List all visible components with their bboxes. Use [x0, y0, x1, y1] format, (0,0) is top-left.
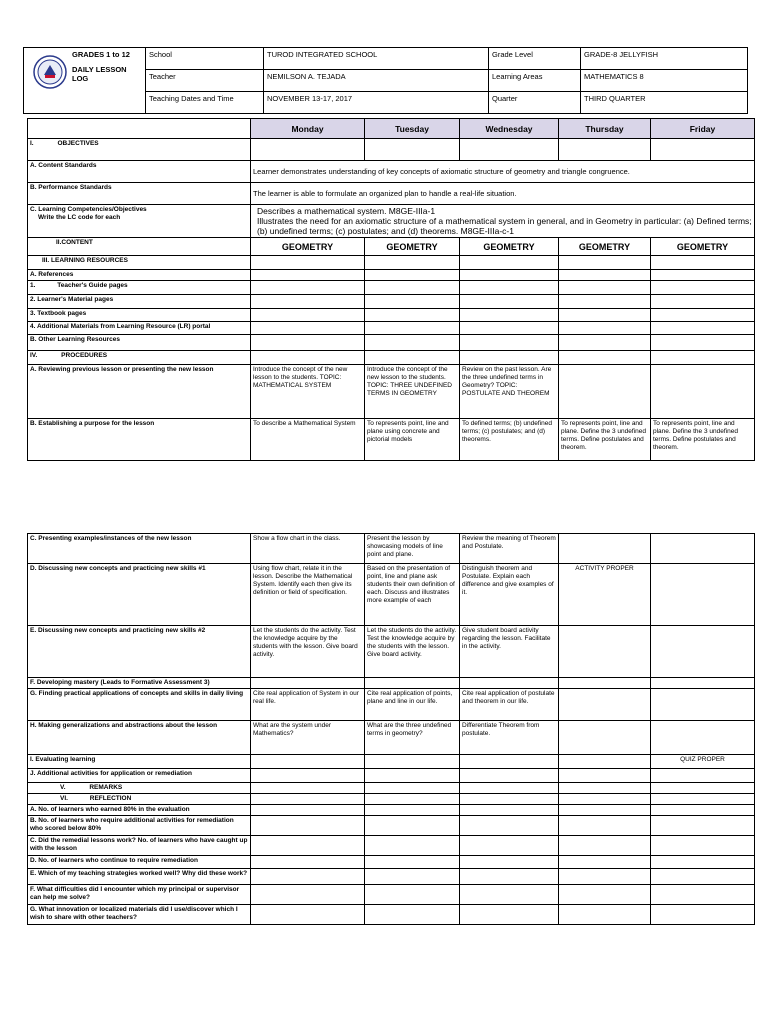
- purpose-label: B. Establishing a purpose for the lesson: [28, 419, 251, 461]
- teacher-label: Teacher: [146, 70, 264, 92]
- geometry-tuesday: GEOMETRY: [365, 238, 460, 256]
- geometry-wednesday: GEOMETRY: [460, 238, 559, 256]
- discussing-2-label: E. Discussing new concepts and practicing new skills #2: [28, 626, 251, 678]
- reflection-f-label: F. What difficulties did I encounter which my principal or supervisor can help me solve?: [28, 885, 251, 905]
- dates-value: NOVEMBER 13-17, 2017: [264, 92, 489, 114]
- reflection-heading: VI. REFLECTION: [28, 794, 251, 805]
- reviewing-lesson-label: A. Reviewing previous lesson or presenting the new lesson: [28, 365, 251, 419]
- purpose-friday: To represents point, line and plane. Define the 3 undefined terms. Define postulates and theorem.: [651, 419, 755, 461]
- additional-activities-label: J. Additional activities for application or remediation: [28, 769, 251, 783]
- grades-label: GRADES 1 to 12: [72, 50, 130, 59]
- learning-resources-heading: III. LEARNING RESOURCES: [28, 256, 251, 270]
- content-standards-value: Learner demonstrates understanding of key concepts of axiomatic structure of geometry and triangle congruence.: [251, 161, 755, 183]
- procedures-heading: IV. PROCEDURES: [28, 351, 251, 365]
- review-tuesday: Introduce the concept of the new lesson to the students. TOPIC: THREE UNDEFINED TERMS IN GEOMETRY: [365, 365, 460, 419]
- review-monday: Introduce the concept of the new lesson to the students. TOPIC: MATHEMATICAL SYSTEM: [251, 365, 365, 419]
- reflection-a-label: A. No. of learners who earned 80% in the evaluation: [28, 805, 251, 816]
- day-monday: Monday: [251, 119, 365, 139]
- day-wednesday: Wednesday: [460, 119, 559, 139]
- day-friday: Friday: [651, 119, 755, 139]
- discussing-2-tuesday: Let the students do the activity. Test the knowledge acquire by the students with the lesson. Give board activity.: [365, 626, 460, 678]
- practical-monday: Cite real application of System in our real life.: [251, 689, 365, 721]
- header-title-cell: [24, 48, 146, 114]
- presenting-tuesday: Present the lesson by showcasing models of line point and plane.: [365, 534, 460, 564]
- grade-level-value: GRADE-8 JELLYFISH: [581, 48, 748, 70]
- discussing-1-thursday: ACTIVITY PROPER: [559, 564, 651, 626]
- geometry-thursday: GEOMETRY: [559, 238, 651, 256]
- purpose-monday: To describe a Mathematical System: [251, 419, 365, 461]
- other-resources-label: B. Other Learning Resources: [28, 335, 251, 351]
- discussing-1-label: D. Discussing new concepts and practicing new skills #1: [28, 564, 251, 626]
- generalizations-tuesday: What are the three undefined terms in geometry?: [365, 721, 460, 755]
- objectives-heading: I. OBJECTIVES: [28, 139, 251, 161]
- textbook-label: 3. Textbook pages: [28, 309, 251, 322]
- quarter-value: THIRD QUARTER: [581, 92, 748, 114]
- corner-cell: [28, 119, 251, 139]
- purpose-wednesday: To defined terms; (b) undefined terms; (c) postulates; and (d) theorems.: [460, 419, 559, 461]
- review-wednesday: Review on the past lesson. Are the three undefined terms in Geometry? TOPIC: POSTULATE AND THEOREM: [460, 365, 559, 419]
- learners-material-label: 2. Learner's Material pages: [28, 295, 251, 309]
- content-label: II.CONTENT: [28, 238, 251, 256]
- generalizations-monday: What are the system under Mathematics?: [251, 721, 365, 755]
- presenting-monday: Show a flow chart in the class.: [251, 534, 365, 564]
- learning-competencies-value: Describes a mathematical system. M8GE-IIIa-1 Illustrates the need for an axiomatic structure of a mathematical system in general, and in Geometry in particular: (a) Defined terms; (b) undefined terms; (c) postulates; and (d) theorems. M8GE-IIIa-c-1: [251, 205, 755, 238]
- references-label: A. References: [28, 270, 251, 281]
- evaluating-label: I. Evaluating learning: [28, 755, 251, 769]
- quarter-label: Quarter: [489, 92, 581, 114]
- reflection-e-label: E. Which of my teaching strategies worked well? Why did these work?: [28, 869, 251, 885]
- lesson-table-part2: [27, 533, 755, 925]
- geometry-friday: GEOMETRY: [651, 238, 755, 256]
- geometry-monday: GEOMETRY: [251, 238, 365, 256]
- learning-areas-value: MATHEMATICS 8: [581, 70, 748, 92]
- reflection-b-label: B. No. of learners who require additional activities for remediation who scored below 80%: [28, 816, 251, 836]
- day-tuesday: Tuesday: [365, 119, 460, 139]
- generalizations-label: H. Making generalizations and abstractions about the lesson: [28, 721, 251, 755]
- teachers-guide-label: 1. Teacher's Guide pages: [28, 281, 251, 295]
- remarks-heading: V. REMARKS: [28, 783, 251, 794]
- content-standards-label: A. Content Standards: [28, 161, 251, 183]
- evaluating-friday: QUIZ PROPER: [651, 755, 755, 769]
- header-table: [23, 47, 748, 114]
- practical-wednesday: Cite real application of postulate and theorem in our life.: [460, 689, 559, 721]
- purpose-thursday: To represents point, line and plane. Define the 3 undefined terms. Define postulates and theorem.: [559, 419, 651, 461]
- performance-standards-label: B. Performance Standards: [28, 183, 251, 205]
- learning-areas-label: Learning Areas: [489, 70, 581, 92]
- presenting-wednesday: Review the meaning of Theorem and Postulate.: [460, 534, 559, 564]
- lesson-table-part1: [27, 118, 755, 461]
- discussing-1-monday: Using flow chart, relate it in the lesson. Describe the Mathematical System. Identify each then give its definition or field of specification.: [251, 564, 365, 626]
- lr-portal-label: 4. Additional Materials from Learning Resource (LR) portal: [28, 322, 251, 335]
- dates-label: Teaching Dates and Time: [146, 92, 264, 114]
- presenting-examples-label: C. Presenting examples/instances of the new lesson: [28, 534, 251, 564]
- reflection-g-label: G. What innovation or localized materials did I use/discover which I wish to share with other teachers?: [28, 905, 251, 925]
- school-label: School: [146, 48, 264, 70]
- discussing-2-monday: Let the students do the activity. Test the knowledge acquire by the students with the lesson. Give board activity.: [251, 626, 365, 678]
- school-value: TUROD INTEGRATED SCHOOL: [264, 48, 489, 70]
- discussing-2-wednesday: Give student board activity regarding the lesson. Facilitate in the activity.: [460, 626, 559, 678]
- performance-standards-value: The learner is able to formulate an organized plan to handle a real-life situation.: [251, 183, 755, 205]
- learning-competencies-label: C. Learning Competencies/Objectives Write the LC code for each: [28, 205, 251, 238]
- day-thursday: Thursday: [559, 119, 651, 139]
- reflection-d-label: D. No. of learners who continue to require remediation: [28, 856, 251, 869]
- generalizations-wednesday: Differentiate Theorem from postulate.: [460, 721, 559, 755]
- reflection-c-label: C. Did the remedial lessons work? No. of learners who have caught up with the lesson: [28, 836, 251, 856]
- discussing-1-wednesday: Distinguish theorem and Postulate. Explain each difference and give examples of it.: [460, 564, 559, 626]
- practical-tuesday: Cite real application of points, plane and line in our life.: [365, 689, 460, 721]
- developing-mastery-label: F. Developing mastery (Leads to Formative Assessment 3): [28, 678, 251, 689]
- grade-level-label: Grade Level: [489, 48, 581, 70]
- practical-applications-label: G. Finding practical applications of concepts and skills in daily living: [28, 689, 251, 721]
- discussing-1-tuesday: Based on the presentation of point, line and plane ask students their own definition of each. Discuss and illustrates more example of each: [365, 564, 460, 626]
- teacher-value: NEMILSON A. TEJADA: [264, 70, 489, 92]
- purpose-tuesday: To represents point, line and plane using concrete and pictorial models: [365, 419, 460, 461]
- log-title: DAILY LESSON LOG: [72, 65, 127, 83]
